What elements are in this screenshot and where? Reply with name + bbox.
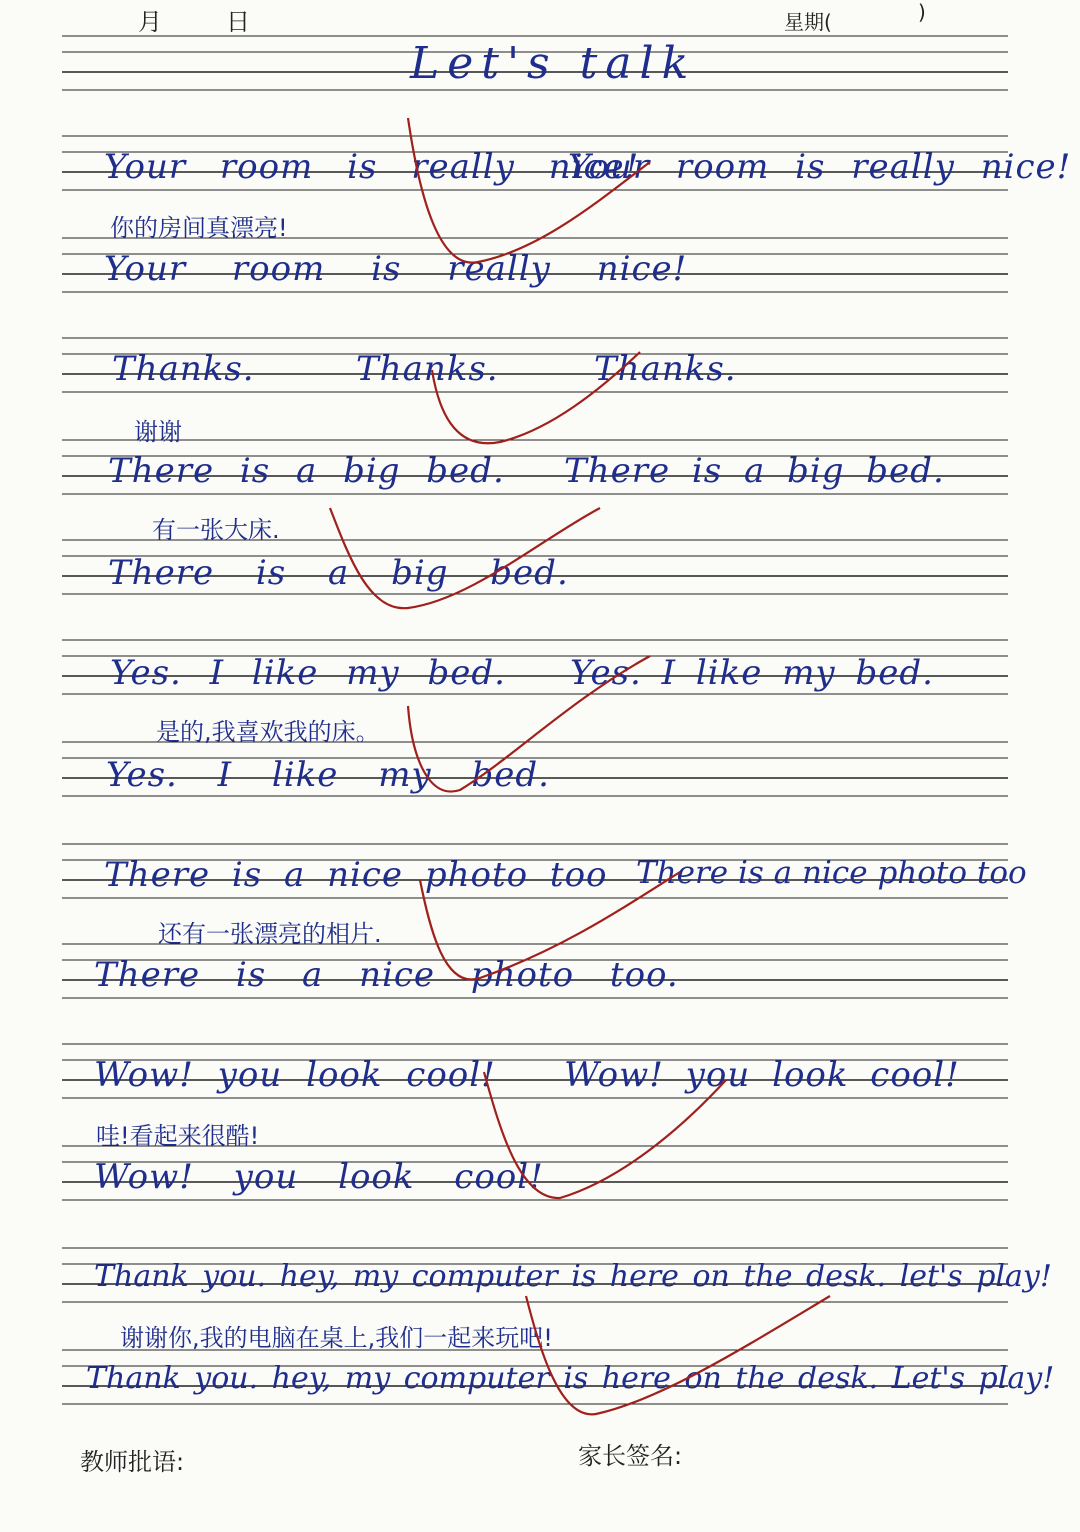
page-title: Let's talk <box>410 38 697 89</box>
sentence-line1-a: Your room is really nice! <box>104 147 640 187</box>
sentence-line1-b: Wow! you look cool! <box>564 1055 960 1095</box>
day-label: 日 <box>226 8 250 36</box>
month-label: 月 <box>138 8 162 36</box>
sentence-line2: Yes. I like my bed. <box>106 755 550 795</box>
sentence-line1-a: Thank you. hey, my computer is here on the desk. let's play! <box>94 1259 1052 1294</box>
sentence-line2: There is a big bed. <box>108 451 505 491</box>
weekday-label: 星期( <box>784 10 832 34</box>
translation: 谢谢你,我的电脑在桌上,我们一起来玩吧! <box>120 1324 553 1352</box>
sentence-line1-a: Yes. I like my bed. <box>110 653 506 693</box>
sentence-line1-b: Thanks. <box>356 349 499 389</box>
sentence-line2: There is a big bed. <box>108 553 569 593</box>
translation: 谢谢 <box>134 418 182 446</box>
sentence-line1-b: There is a nice photo too <box>636 855 1027 891</box>
translation: 是的,我喜欢我的床。 <box>156 718 380 746</box>
translation: 有一张大床. <box>152 516 280 544</box>
sentence-line1-c: Thanks. <box>594 349 737 389</box>
sentence-line1-a: Wow! you look cool! <box>94 1055 496 1095</box>
weekday-close: ) <box>918 0 926 24</box>
sentence-line2: There is a nice photo too. <box>94 955 679 995</box>
sentence-line2: Thank you. hey, my computer is here on the desk. Let's play! <box>86 1361 1055 1396</box>
teacher-comment-label: 教师批语: <box>80 1448 185 1476</box>
sentence-line1-b: Your room is really nice! <box>568 147 1072 187</box>
sentence-line2: Your room is really nice! <box>104 249 688 289</box>
sentence-line1-a: There is a big bed. <box>564 451 945 491</box>
translation: 哇!看起来很酷! <box>96 1122 260 1150</box>
translation: 还有一张漂亮的相片. <box>158 920 382 948</box>
parent-signature-label: 家长签名: <box>578 1442 683 1470</box>
sentence-line1-a: There is a nice photo too <box>104 855 608 895</box>
sentence-line1-a: Thanks. <box>112 349 255 389</box>
sentence-line2: Wow! you look cool! <box>94 1157 544 1197</box>
sentence-line1-b: Yes. I like my bed. <box>570 653 934 693</box>
translation: 你的房间真漂亮! <box>110 214 288 242</box>
